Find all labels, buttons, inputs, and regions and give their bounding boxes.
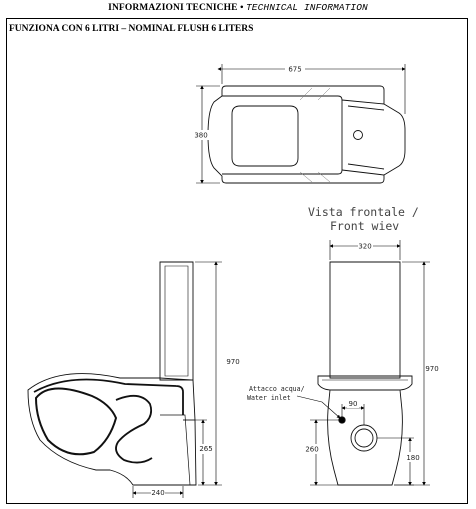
top-view-hatch — [300, 88, 330, 182]
top-view-outline — [208, 86, 405, 183]
top-view-dimensions — [196, 64, 405, 183]
width-675-label: 675 — [288, 65, 302, 74]
front-view-outlet-inner — [355, 429, 373, 447]
side-view-cistern-inner — [165, 266, 188, 376]
side-view-trap — [116, 396, 152, 463]
front-view-cistern — [330, 262, 400, 378]
header-separator: • — [240, 3, 244, 13]
front-view — [318, 262, 412, 485]
header-title-italian: INFORMAZIONI TECNICHE — [108, 3, 238, 13]
water-inlet-label-line2: Water inlet — [247, 394, 291, 402]
header-title-english: TECHNICAL INFORMATION — [245, 2, 368, 13]
front-view-body — [328, 390, 403, 485]
top-view-seat-rim — [222, 96, 342, 174]
water-inlet-label-line1: Attacco acqua/ — [249, 385, 305, 393]
top-view — [208, 86, 405, 183]
front-outlet-260-label: 260 — [305, 445, 319, 454]
side-view-rear-foot — [160, 415, 190, 485]
front-height-970-label: 970 — [425, 365, 439, 373]
side-outlet-265-label: 265 — [199, 445, 213, 453]
front-view-caption-line1: Vista frontale / — [308, 205, 419, 219]
flush-volume-subtitle: FUNZIONA CON 6 LITRI – NOMINAL FLUSH 6 LITERS — [9, 24, 254, 34]
inlet-90-label: 90 — [348, 400, 358, 408]
top-view-bowl-opening — [232, 106, 298, 166]
side-240-label: 240 — [151, 489, 165, 497]
inlet-180-label: 180 — [406, 454, 420, 462]
side-height-970-label: 970 — [226, 358, 240, 366]
side-view — [28, 262, 196, 485]
front-view-caption-line2: Front wiev — [330, 219, 400, 233]
front-width-320-label: 320 — [358, 242, 372, 251]
water-inlet-leader — [297, 396, 340, 418]
top-view-flush-button — [354, 131, 363, 140]
side-view-seat — [34, 380, 183, 416]
top-view-cistern-inner — [348, 106, 384, 169]
depth-380-label: 380 — [194, 131, 208, 140]
side-view-bowl — [36, 388, 116, 454]
